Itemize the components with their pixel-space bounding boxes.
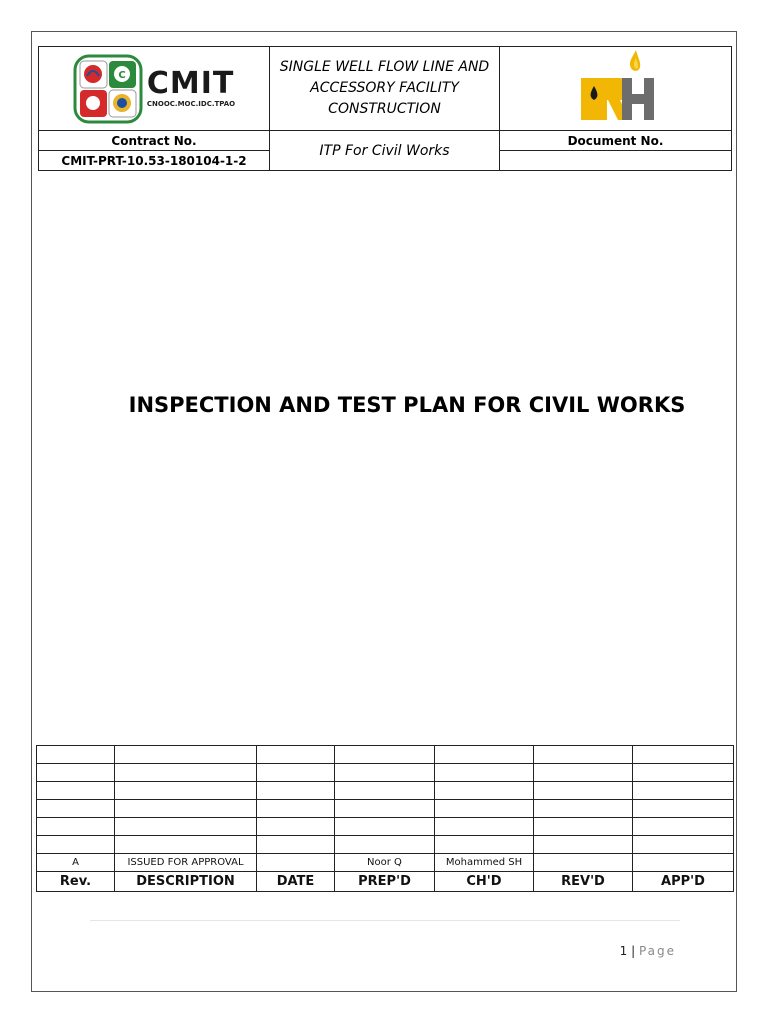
revision-cell: [435, 836, 534, 854]
cmit-logo-subtext: CNOOC.MOC.IDC.TPAO: [146, 100, 236, 108]
revision-header-cell: DESCRIPTION: [115, 872, 257, 892]
revision-cell: [534, 782, 633, 800]
revision-cell: [37, 764, 115, 782]
revision-row: [37, 836, 734, 854]
revision-cell: [534, 800, 633, 818]
revision-row: [37, 782, 734, 800]
revision-cell: [115, 782, 257, 800]
revision-cell: [37, 746, 115, 764]
revision-header-cell: CH'D: [435, 872, 534, 892]
cmit-logo: [39, 54, 269, 124]
revision-cell: [257, 836, 335, 854]
contract-label: Contract No.: [39, 131, 270, 151]
revision-cell: [335, 836, 435, 854]
revision-table: [36, 745, 734, 892]
page-number-value: 1: [619, 944, 628, 958]
revision-cell: [115, 764, 257, 782]
revision-cell: Noor Q: [335, 854, 435, 872]
revision-cell: [257, 854, 335, 872]
revision-cell: [435, 800, 534, 818]
cmit-logo-text: CMIT: [146, 66, 235, 101]
revision-cell: [435, 818, 534, 836]
revision-cell: [335, 800, 435, 818]
revision-cell: [115, 818, 257, 836]
page-number: [620, 944, 676, 958]
revision-cell: [257, 800, 335, 818]
revision-cell: [115, 800, 257, 818]
revision-cell: [435, 764, 534, 782]
revision-cell: ISSUED FOR APPROVAL: [115, 854, 257, 872]
revision-row: [37, 746, 734, 764]
revision-cell: [37, 800, 115, 818]
revision-header-row: [37, 872, 734, 892]
contract-number: CMIT-PRT-10.53-180104-1-2: [39, 151, 270, 171]
revision-cell: [633, 782, 734, 800]
revision-cell: [633, 836, 734, 854]
revision-row: [37, 764, 734, 782]
revision-cell: [37, 782, 115, 800]
revision-cell: [257, 746, 335, 764]
revision-cell: [335, 818, 435, 836]
cmit-logo-cell: [39, 47, 270, 131]
revision-cell: [37, 836, 115, 854]
revision-row: [37, 854, 734, 872]
svg-text:C: C: [118, 69, 126, 81]
revision-cell: [633, 818, 734, 836]
revision-cell: [534, 836, 633, 854]
revision-cell: [435, 746, 534, 764]
revision-header-cell: Rev.: [37, 872, 115, 892]
revision-cell: [257, 818, 335, 836]
cmit-emblem-icon: [73, 54, 143, 124]
revision-cell: A: [37, 854, 115, 872]
revision-cell: [37, 818, 115, 836]
revision-header-cell: APP'D: [633, 872, 734, 892]
revision-header-cell: PREP'D: [335, 872, 435, 892]
document-label: Document No.: [500, 131, 732, 151]
page-number-separator: |: [631, 944, 636, 958]
revision-cell: [257, 764, 335, 782]
main-title: INSPECTION AND TEST PLAN FOR CIVIL WORKS: [128, 393, 686, 417]
revision-cell: [534, 746, 633, 764]
revision-cell: [633, 854, 734, 872]
revision-cell: [633, 800, 734, 818]
itp-subtitle: ITP For Civil Works: [270, 131, 500, 171]
footer-divider: [90, 920, 680, 921]
revision-cell: [335, 746, 435, 764]
revision-header-cell: DATE: [257, 872, 335, 892]
revision-cell: [115, 746, 257, 764]
revision-cell: [335, 764, 435, 782]
revision-header-cell: REV'D: [534, 872, 633, 892]
revision-cell: [257, 782, 335, 800]
revision-row: [37, 818, 734, 836]
page-label: Page: [638, 944, 676, 958]
rh-logo-icon: [576, 48, 656, 124]
revision-cell: [633, 764, 734, 782]
revision-cell: [534, 764, 633, 782]
revision-cell: [115, 836, 257, 854]
header-table: [38, 46, 732, 171]
revision-row: [37, 800, 734, 818]
project-title: SINGLE WELL FLOW LINE AND ACCESSORY FACILITY CONSTRUCTION: [270, 47, 500, 131]
revision-cell: [534, 818, 633, 836]
rh-logo-cell: [500, 47, 732, 131]
revision-cell: Mohammed SH: [435, 854, 534, 872]
document-number: [500, 151, 732, 171]
revision-cell: [435, 782, 534, 800]
revision-cell: [534, 854, 633, 872]
revision-cell: [335, 782, 435, 800]
revision-cell: [633, 746, 734, 764]
